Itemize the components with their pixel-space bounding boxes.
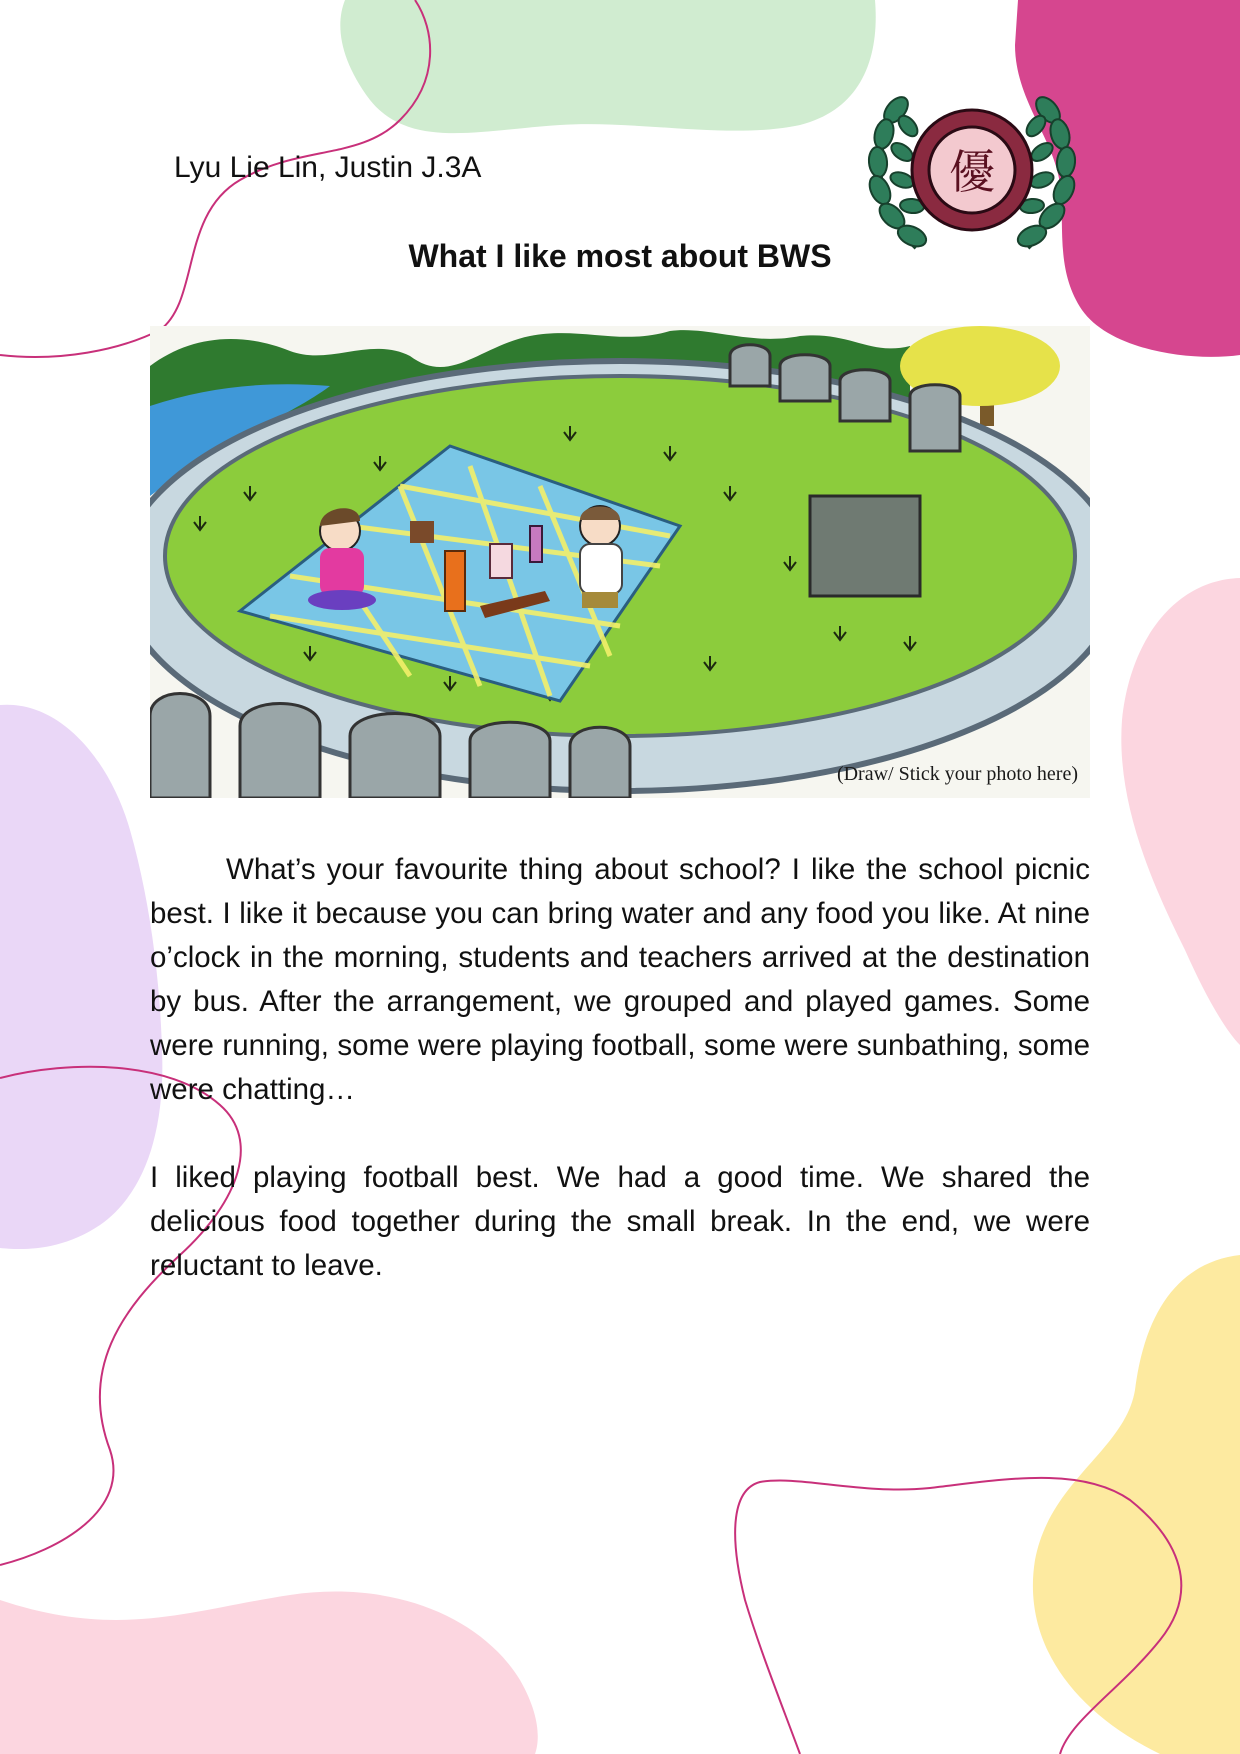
pink-blob-bottom	[0, 1592, 538, 1754]
food-box	[410, 521, 434, 543]
grey-block	[810, 496, 920, 596]
essay-paragraph-1: What’s your favourite thing about school? I like the school picnic best. I like it because you can bring water and any food you like. At nine o’clock in the morning, students and teachers arrived at the destination by bus. After the arrangement, we grouped and played games. Some were running, some were playing football, some were sunbathing, some were chatting…	[150, 853, 1090, 1106]
picnic-drawing	[150, 326, 1090, 798]
snack-bag	[445, 551, 465, 611]
green-blob	[340, 0, 875, 133]
child-figure-right	[580, 506, 622, 608]
snack-pack	[490, 544, 512, 578]
page-title: What I like most about BWS	[408, 238, 832, 274]
drink-bottle	[530, 526, 542, 562]
drawing-caption: (Draw/ Stick your photo here)	[836, 763, 1078, 785]
picnic-drawing-icon	[150, 326, 1090, 798]
pink-blob-right	[1121, 578, 1240, 1045]
badge-character: 優	[949, 145, 995, 199]
author-name: Lyu Lie Lin, Justin J.3A	[174, 151, 482, 184]
essay-paragraph-2: I liked playing football best. We had a good time. We shared the delicious food together during the small break. In the end, we were reluctant to leave.	[150, 1161, 1090, 1282]
lavender-blob	[0, 705, 162, 1249]
essay-text	[150, 848, 1090, 1288]
